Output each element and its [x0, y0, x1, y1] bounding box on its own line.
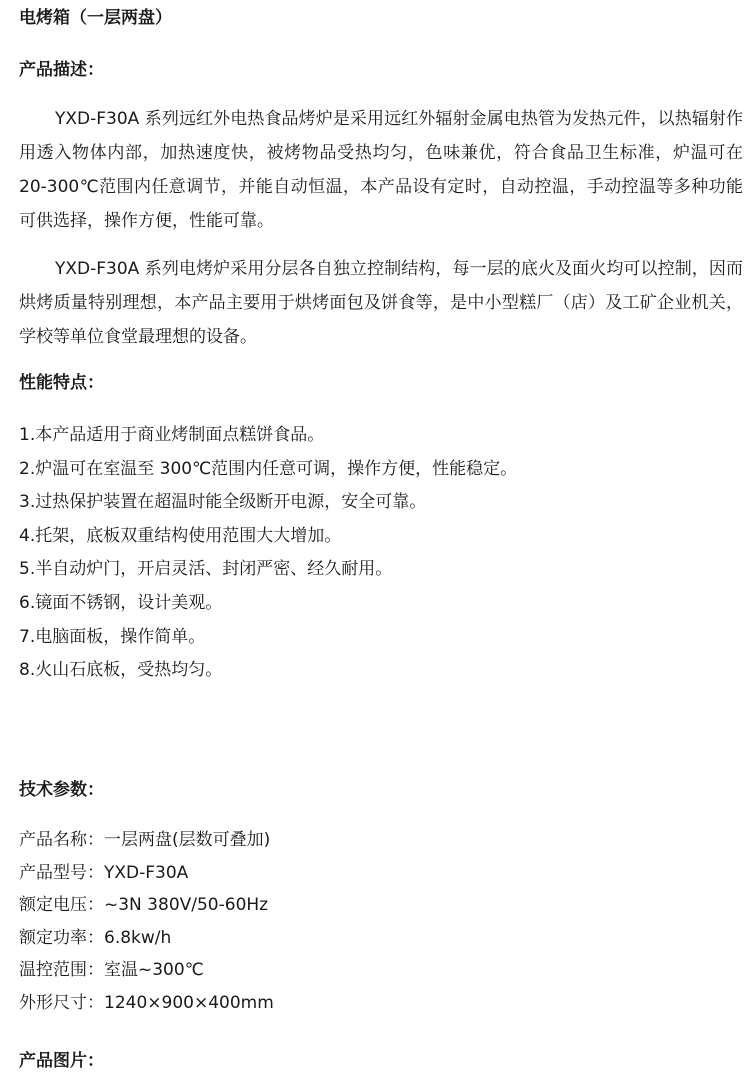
spec-value: 6.8kw/h	[104, 927, 172, 948]
spec-label: 产品名称：	[19, 830, 104, 850]
images-heading: 产品图片：	[19, 1051, 104, 1071]
spec-row-temperature	[19, 954, 739, 987]
spec-row-power	[19, 922, 739, 955]
feature-item: 8.火山石底板，受热均匀。	[19, 660, 223, 681]
spec-label: 额定功率：	[19, 927, 104, 948]
spec-label: 外形尺寸：	[19, 992, 104, 1013]
spec-row-dimensions	[19, 987, 739, 1020]
spec-label: 温控范围：	[19, 960, 104, 981]
spec-value: ~3N 380V/50-60Hz	[104, 895, 269, 916]
spec-row-name	[19, 824, 739, 857]
feature-item: 4.托架，底板双重结构使用范围大大增加。	[19, 525, 342, 546]
spec-row-model	[19, 857, 739, 890]
specs-heading: 技术参数：	[19, 780, 104, 800]
description-paragraph-2: YXD-F30A 系列电烤炉采用分层各自独立控制结构，每一层的底火及面火均可以控制，因而烘烤质量特别理想，本产品主要用于烘烤面包及饼食等，是中小型糕厂（店）及工矿企业机关，学校等单位食堂最理想的设备。	[19, 259, 743, 347]
spec-value: 一层两盘(层数可叠加)	[104, 830, 271, 850]
feature-item: 1.本产品适用于商业烤制面点糕饼食品。	[19, 425, 325, 445]
features-list	[19, 419, 739, 688]
spec-value: YXD-F30A	[104, 862, 189, 883]
description-paragraph-1: YXD-F30A 系列远红外电热食品烤炉是采用远红外辐射金属电热管为发热元件，以热辐射作用透入物体内部，加热速度快，被烤物品受热均匀，色味兼优，符合食品卫生标准，炉温可在 20-300℃范围内任意调节，并能自动恒温，本产品设有定时，自动控温，手动控温等多种功能可供选择，操作方便，性能可靠。	[19, 109, 743, 231]
feature-item: 7.电脑面板，操作简单。	[19, 626, 206, 647]
page-title: 电烤箱（一层两盘）	[19, 8, 172, 28]
feature-item: 6.镜面不锈钢，设计美观。	[19, 592, 223, 613]
specs-list	[19, 824, 739, 1020]
spec-row-voltage	[19, 889, 739, 922]
feature-item: 5.半自动炉门，开启灵活、封闭严密、经久耐用。	[19, 559, 393, 580]
spec-label: 额定电压：	[19, 895, 104, 916]
feature-item: 3.过热保护装置在超温时能全级断开电源，安全可靠。	[19, 492, 427, 513]
spec-value: 室温~300℃	[104, 960, 204, 981]
spec-label: 产品型号：	[19, 862, 104, 883]
description-heading: 产品描述：	[19, 60, 104, 80]
spec-value: 1240×900×400mm	[104, 992, 274, 1013]
feature-item: 2.炉温可在室温至 300℃范围内任意可调，操作方便，性能稳定。	[19, 458, 518, 479]
features-heading: 性能特点：	[19, 373, 104, 393]
